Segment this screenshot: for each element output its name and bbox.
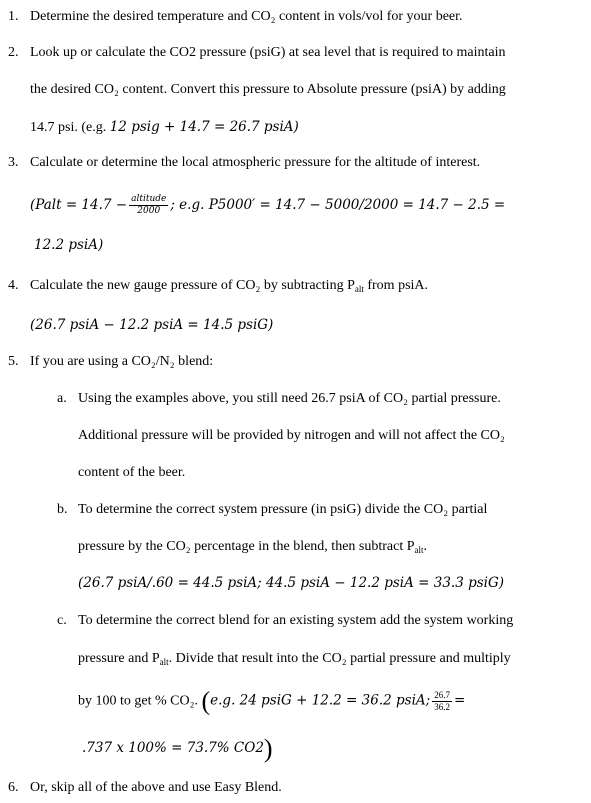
item-2-line-3-text: 14.7 psi. (e.g.	[30, 120, 110, 135]
item-2-formula: 12 psig + 14.7 = 26.7 psiA)	[109, 119, 299, 135]
item-5-number: 5.	[8, 354, 19, 369]
altitude-fraction-numerator: altitude	[131, 194, 167, 204]
item-5b-formula: (26.7 psiA/.60 = 44.5 psiA; 44.5 psiA − 12.2 psiA = 33.3 psiG)	[78, 575, 505, 591]
item-5b-line-1: To determine the correct system pressure (in psiG) divide the CO₂ partial	[78, 502, 488, 517]
item-2-number: 2.	[8, 45, 19, 60]
item-3-formula-part-a: (Palt = 14.7 −	[30, 197, 128, 213]
item-5c-line-2: pressure and $P_{alt}$. Divide that result into the CO₂ partial pressure and multiply	[78, 651, 511, 667]
item-5-line-1: If you are using a CO₂/N₂ blend:	[30, 354, 214, 369]
item-1-number: 1.	[8, 9, 19, 24]
item-2-line-3	[30, 118, 299, 137]
item-5c-line-4	[82, 734, 273, 763]
item-5c-label: c.	[57, 613, 67, 628]
item-5a-line-2: Additional pressure will be provided by nitrogen and will not affect the CO₂	[78, 428, 505, 443]
item-3-number: 3.	[8, 155, 19, 170]
item-5a-line-3: content of the beer.	[78, 465, 186, 480]
item-6-text: Or, skip all of the above and use Easy Blend.	[30, 780, 282, 795]
altitude-fraction-denominator: 2000	[137, 206, 161, 216]
item-5c-line-3: by 100 to get % CO₂. (e.g. 24 psiG + 12.2 = 36.2 psiA; $\frac{26.7}{36.2}$ =	[78, 686, 466, 716]
item-5b-label: b.	[57, 502, 68, 517]
item-3-formula-part-b: ; e.g. P5000′ = 14.7 − 5000/2000 = 14.7 − 2.5 =	[170, 197, 506, 213]
item-3-formula-continued: 12.2 psiA)	[34, 237, 104, 253]
item-2-line-1: Look up or calculate the CO2 pressure (psiG) at sea level that is required to maintain	[30, 45, 506, 60]
blend-fraction	[432, 690, 452, 713]
blend-fraction-denominator: 36.2	[434, 702, 450, 712]
blend-fraction-numerator: 26.7	[434, 690, 450, 700]
item-4-number: 4.	[8, 278, 19, 293]
open-paren: (	[201, 686, 211, 716]
item-3-line-1: Calculate or determine the local atmospheric pressure for the altitude of interest.	[30, 155, 481, 170]
item-6-number: 6.	[8, 780, 19, 795]
item-2-line-2: the desired CO₂ content. Convert this pressure to Absolute pressure (psiA) by adding	[30, 82, 506, 97]
item-4-formula: (26.7 psiA − 12.2 psiA = 14.5 psiG)	[30, 317, 274, 333]
item-5c-formula-continued: .737 x 100% = 73.7% CO2	[82, 740, 264, 756]
close-paren: )	[263, 734, 273, 763]
item-5c-formula: e.g. 24 psiG + 12.2 = 36.2 psiA;	[210, 692, 431, 709]
item-5a-label: a.	[57, 391, 67, 406]
item-1-text: Determine the desired temperature and CO₂ content in vols/vol for your beer.	[30, 9, 463, 24]
item-5c-line-1: To determine the correct blend for an existing system add the system working	[78, 613, 514, 628]
item-3-formula	[30, 194, 505, 217]
altitude-fraction	[129, 194, 168, 217]
item-4-line-1: Calculate the new gauge pressure of CO₂ by subtracting $P_{alt}$ from psiA.	[30, 278, 429, 294]
item-5a-line-1: Using the examples above, you still need 26.7 psiA of CO₂ partial pressure.	[78, 391, 501, 406]
item-5b-line-2: pressure by the CO₂ percentage in the blend, then subtract $P_{alt}$.	[78, 539, 428, 555]
